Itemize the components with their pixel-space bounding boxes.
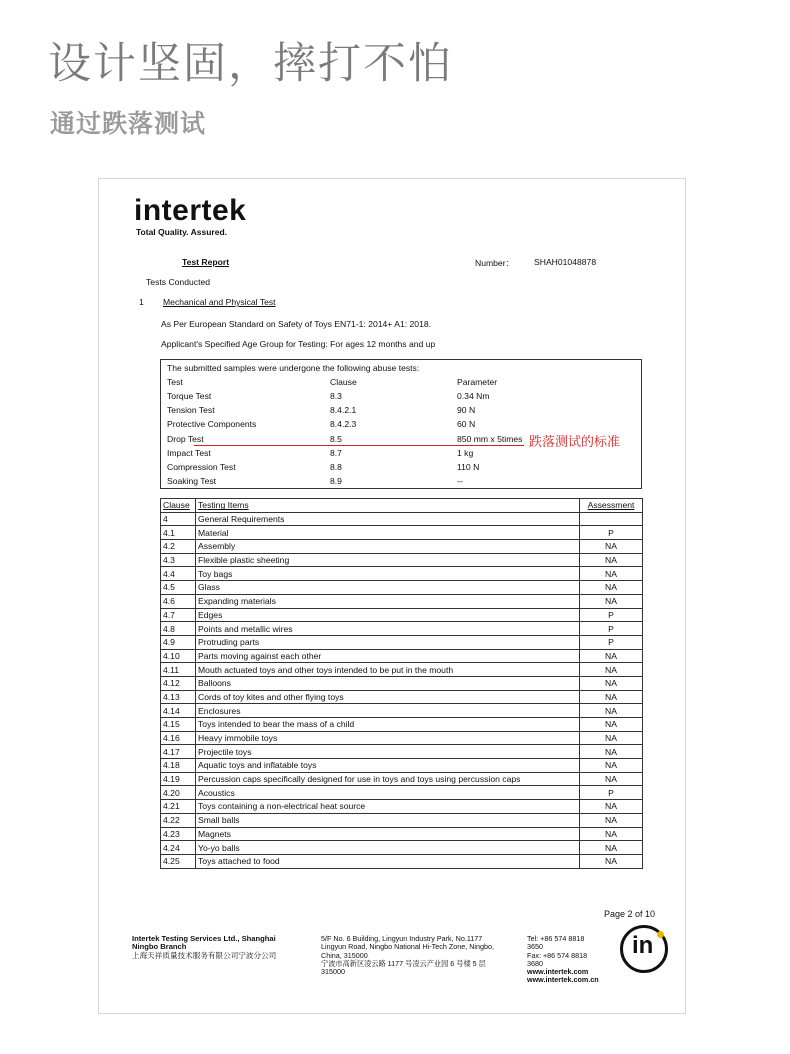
clause-number: 4.16: [161, 731, 196, 745]
clause-number: 4.11: [161, 663, 196, 677]
clause-assessment: NA: [580, 540, 643, 554]
clause-number: 4.10: [161, 649, 196, 663]
clause-item: General Requirements: [196, 512, 580, 526]
clause-item: Parts moving against each other: [196, 649, 580, 663]
clause-assessment: NA: [580, 649, 643, 663]
clause-item: Heavy immobile toys: [196, 731, 580, 745]
clause-item: Expanding materials: [196, 594, 580, 608]
drop-test-annotation: 跌落测试的标准: [529, 435, 621, 450]
footer-line: 5/F No. 6 Building, Lingyun Industry Park, No.1177: [321, 934, 483, 943]
clause-row: [161, 553, 643, 567]
footer-line: 315000: [321, 967, 345, 977]
footer-line: Tel: +86 574 8818: [527, 934, 585, 943]
clause-row: [161, 759, 643, 773]
clause-assessment: NA: [580, 759, 643, 773]
clause-item: Material: [196, 526, 580, 540]
clause-number: 4.14: [161, 704, 196, 718]
header-assessment: Assessment: [580, 499, 643, 513]
clause-item: Small balls: [196, 813, 580, 827]
intertek-logo: intertek: [134, 194, 247, 227]
clause-row: [161, 841, 643, 855]
clause-row: [161, 540, 643, 554]
clause-assessment: NA: [580, 690, 643, 704]
abuse-test-row: [167, 433, 523, 444]
clause-number: 4.17: [161, 745, 196, 759]
clause-item: Toys attached to food: [196, 854, 580, 868]
clause-number: 4.23: [161, 827, 196, 841]
clause-item: Balloons: [196, 676, 580, 690]
clause-row: [161, 800, 643, 814]
report-title: Test Report: [182, 257, 230, 267]
abuse-test-clause: 8.9: [330, 476, 342, 487]
abuse-test-row: [167, 391, 490, 401]
clause-assessment: NA: [580, 841, 643, 855]
footer-line: www.intertek.com.cn: [527, 975, 599, 985]
clause-number: 4.13: [161, 690, 196, 704]
clause-row: [161, 745, 643, 759]
clause-item: Yo-yo balls: [196, 841, 580, 855]
clause-number: 4.21: [161, 800, 196, 814]
clause-assessment: NA: [580, 567, 643, 581]
clause-number: 4.3: [161, 553, 196, 567]
footer-line: Lingyun Road, Ningbo National Hi-Tech Zone, Ningbo,: [321, 942, 495, 952]
logo-dot-icon: [657, 931, 664, 938]
age-group-line: Applicant's Specified Age Group for Testing: For ages 12 months and up: [161, 339, 436, 349]
footer-line: 上海天祥质量技术服务有限公司宁波分公司: [132, 950, 277, 960]
logo-tagline: Total Quality. Assured.: [136, 227, 227, 237]
clause-row: [161, 813, 643, 827]
clause-number: 4.25: [161, 854, 196, 868]
clause-item: Acoustics: [196, 786, 580, 800]
clause-assessment: P: [580, 526, 643, 540]
footer-company: [132, 935, 276, 960]
clause-row: [161, 676, 643, 690]
page-number: Page 2 of 10: [604, 909, 656, 919]
page-heading: 设计坚固，摔打不怕: [48, 39, 453, 89]
abuse-test-name: Soaking Test: [167, 476, 217, 487]
abuse-intro: The submitted samples were undergone the following abuse tests:: [167, 363, 420, 373]
abuse-test-row: [167, 419, 476, 430]
clause-row: [161, 704, 643, 718]
clause-row: [161, 581, 643, 595]
footer-line: Fax: +86 574 8818: [527, 950, 588, 960]
clause-row: [161, 526, 643, 540]
abuse-test-name: Compression Test: [167, 462, 236, 472]
clause-row: [161, 567, 643, 581]
clause-number: 4.22: [161, 813, 196, 827]
abuse-test-row: [167, 476, 463, 487]
clause-item: Protruding parts: [196, 635, 580, 649]
clause-number: 4.7: [161, 608, 196, 622]
clause-assessment: P: [580, 635, 643, 649]
abuse-test-parameter: 850 mm x 5times: [457, 433, 523, 444]
clause-item: Projectile toys: [196, 745, 580, 759]
clause-assessment: NA: [580, 854, 643, 868]
clause-item: Edges: [196, 608, 580, 622]
abuse-test-row: [167, 462, 480, 472]
clause-row: [161, 635, 643, 649]
abuse-test-clause: 8.4.2.1: [330, 405, 357, 416]
circle-logo-text: in: [632, 932, 654, 959]
clause-item: Magnets: [196, 827, 580, 841]
clause-row: [161, 649, 643, 663]
clause-number: 4.12: [161, 676, 196, 690]
clause-assessment: NA: [580, 731, 643, 745]
abuse-test-clause: 8.4.2.3: [330, 419, 357, 430]
clause-row: [161, 731, 643, 745]
clause-row: [161, 663, 643, 677]
abuse-test-clause: 8.8: [330, 462, 342, 472]
clause-assessment: NA: [580, 827, 643, 841]
clause-row: [161, 772, 643, 786]
clause-assessment: P: [580, 786, 643, 800]
clause-assessment: NA: [580, 813, 643, 827]
clause-row: [161, 594, 643, 608]
clause-row: [161, 622, 643, 636]
clause-row: [161, 786, 643, 800]
report-number: SHAH01048878: [534, 257, 597, 267]
clause-assessment: NA: [580, 704, 643, 718]
footer-line: China, 315000: [321, 950, 368, 960]
abuse-test-parameter: 1 kg: [457, 447, 474, 458]
abuse-header-row: [167, 377, 498, 387]
clause-item: Glass: [196, 581, 580, 595]
clause-number: 4.1: [161, 526, 196, 540]
abuse-test-clause: 8.7: [330, 447, 342, 458]
clauses-table: [160, 498, 643, 869]
clause-assessment: NA: [580, 663, 643, 677]
clause-number: 4.5: [161, 581, 196, 595]
clause-number: 4.4: [161, 567, 196, 581]
clause-item: Percussion caps specifically designed for use in toys and toys using percussion caps: [196, 772, 580, 786]
footer-line: www.intertek.com: [527, 967, 589, 977]
abuse-test-name: Torque Test: [167, 391, 212, 401]
abuse-test-clause: 8.5: [330, 433, 342, 444]
abuse-test-parameter: 0.34 Nm: [457, 391, 490, 401]
clause-row: [161, 690, 643, 704]
footer-address: [321, 935, 494, 976]
clause-assessment: NA: [580, 581, 643, 595]
clause-row: [161, 608, 643, 622]
header-clause: Clause: [161, 499, 196, 513]
clause-item: Mouth actuated toys and other toys intended to be put in the mouth: [196, 663, 580, 677]
footer-line: Ningbo Branch: [132, 942, 187, 952]
header-parameter: Parameter: [457, 377, 498, 387]
clause-assessment: P: [580, 622, 643, 636]
header-testing-items: Testing Items: [196, 499, 580, 513]
test-report-document: [98, 178, 686, 1014]
clause-row: [161, 854, 643, 868]
clauses-header-row: [161, 499, 643, 513]
footer-line: Intertek Testing Services Ltd., Shanghai: [132, 934, 276, 943]
clause-assessment: NA: [580, 553, 643, 567]
intertek-circle-logo-icon: [620, 925, 668, 973]
abuse-test-parameter: --: [457, 476, 463, 487]
header-clause: Clause: [330, 377, 357, 387]
abuse-tests-box: [160, 359, 642, 489]
clause-number: 4.2: [161, 540, 196, 554]
clause-number: 4: [161, 512, 196, 526]
clause-assessment: P: [580, 608, 643, 622]
clause-assessment: NA: [580, 594, 643, 608]
clause-number: 4.15: [161, 718, 196, 732]
clause-assessment: NA: [580, 800, 643, 814]
header-test: Test: [167, 377, 183, 387]
abuse-test-clause: 8.3: [330, 391, 342, 401]
clause-item: Points and metallic wires: [196, 622, 580, 636]
clause-item: Aquatic toys and inflatable toys: [196, 759, 580, 773]
clause-number: 4.8: [161, 622, 196, 636]
clause-number: 4.6: [161, 594, 196, 608]
clause-row: [161, 512, 643, 526]
footer-contact: [527, 935, 599, 985]
footer-line: 3680: [527, 958, 543, 968]
abuse-test-row: [167, 405, 476, 416]
clause-number: 4.19: [161, 772, 196, 786]
section-number: 1: [139, 297, 144, 307]
clause-item: Enclosures: [196, 704, 580, 718]
tests-conducted-label: Tests Conducted: [146, 277, 211, 287]
footer-line: 宁波市高新区凌云路 1177 号凌云产业园 6 号楼 5 层: [321, 958, 486, 968]
clause-number: 4.18: [161, 759, 196, 773]
clause-item: Assembly: [196, 540, 580, 554]
clause-item: Toys intended to bear the mass of a child: [196, 718, 580, 732]
clause-assessment: NA: [580, 745, 643, 759]
abuse-test-name: Impact Test: [167, 447, 211, 458]
footer-line: 3650: [527, 942, 543, 952]
clause-number: 4.24: [161, 841, 196, 855]
clause-number: 4.9: [161, 635, 196, 649]
clause-assessment: [580, 512, 643, 526]
abuse-test-row: [167, 447, 474, 458]
abuse-test-parameter: 60 N: [457, 419, 476, 430]
clause-assessment: NA: [580, 772, 643, 786]
number-label: Number：: [475, 258, 515, 268]
abuse-test-parameter: 110 N: [457, 462, 480, 472]
abuse-test-parameter: 90 N: [457, 405, 476, 416]
clause-assessment: NA: [580, 718, 643, 732]
clause-row: [161, 827, 643, 841]
abuse-test-name: Tension Test: [167, 405, 215, 416]
standard-line: As Per European Standard on Safety of Toys EN71-1: 2014+ A1: 2018.: [161, 319, 432, 329]
clause-row: [161, 718, 643, 732]
page-subheading: 通过跌落测试: [50, 109, 207, 138]
clause-item: Cords of toy kites and other flying toys: [196, 690, 580, 704]
clause-item: Toy bags: [196, 567, 580, 581]
abuse-test-name: Protective Components: [167, 419, 257, 430]
clause-item: Toys containing a non-electrical heat source: [196, 800, 580, 814]
section-title: Mechanical and Physical Test: [163, 297, 276, 307]
drop-test-highlight-line: [194, 445, 524, 446]
abuse-test-name: Drop Test: [167, 433, 204, 444]
clause-assessment: NA: [580, 676, 643, 690]
clause-item: Flexible plastic sheeting: [196, 553, 580, 567]
clause-number: 4.20: [161, 786, 196, 800]
